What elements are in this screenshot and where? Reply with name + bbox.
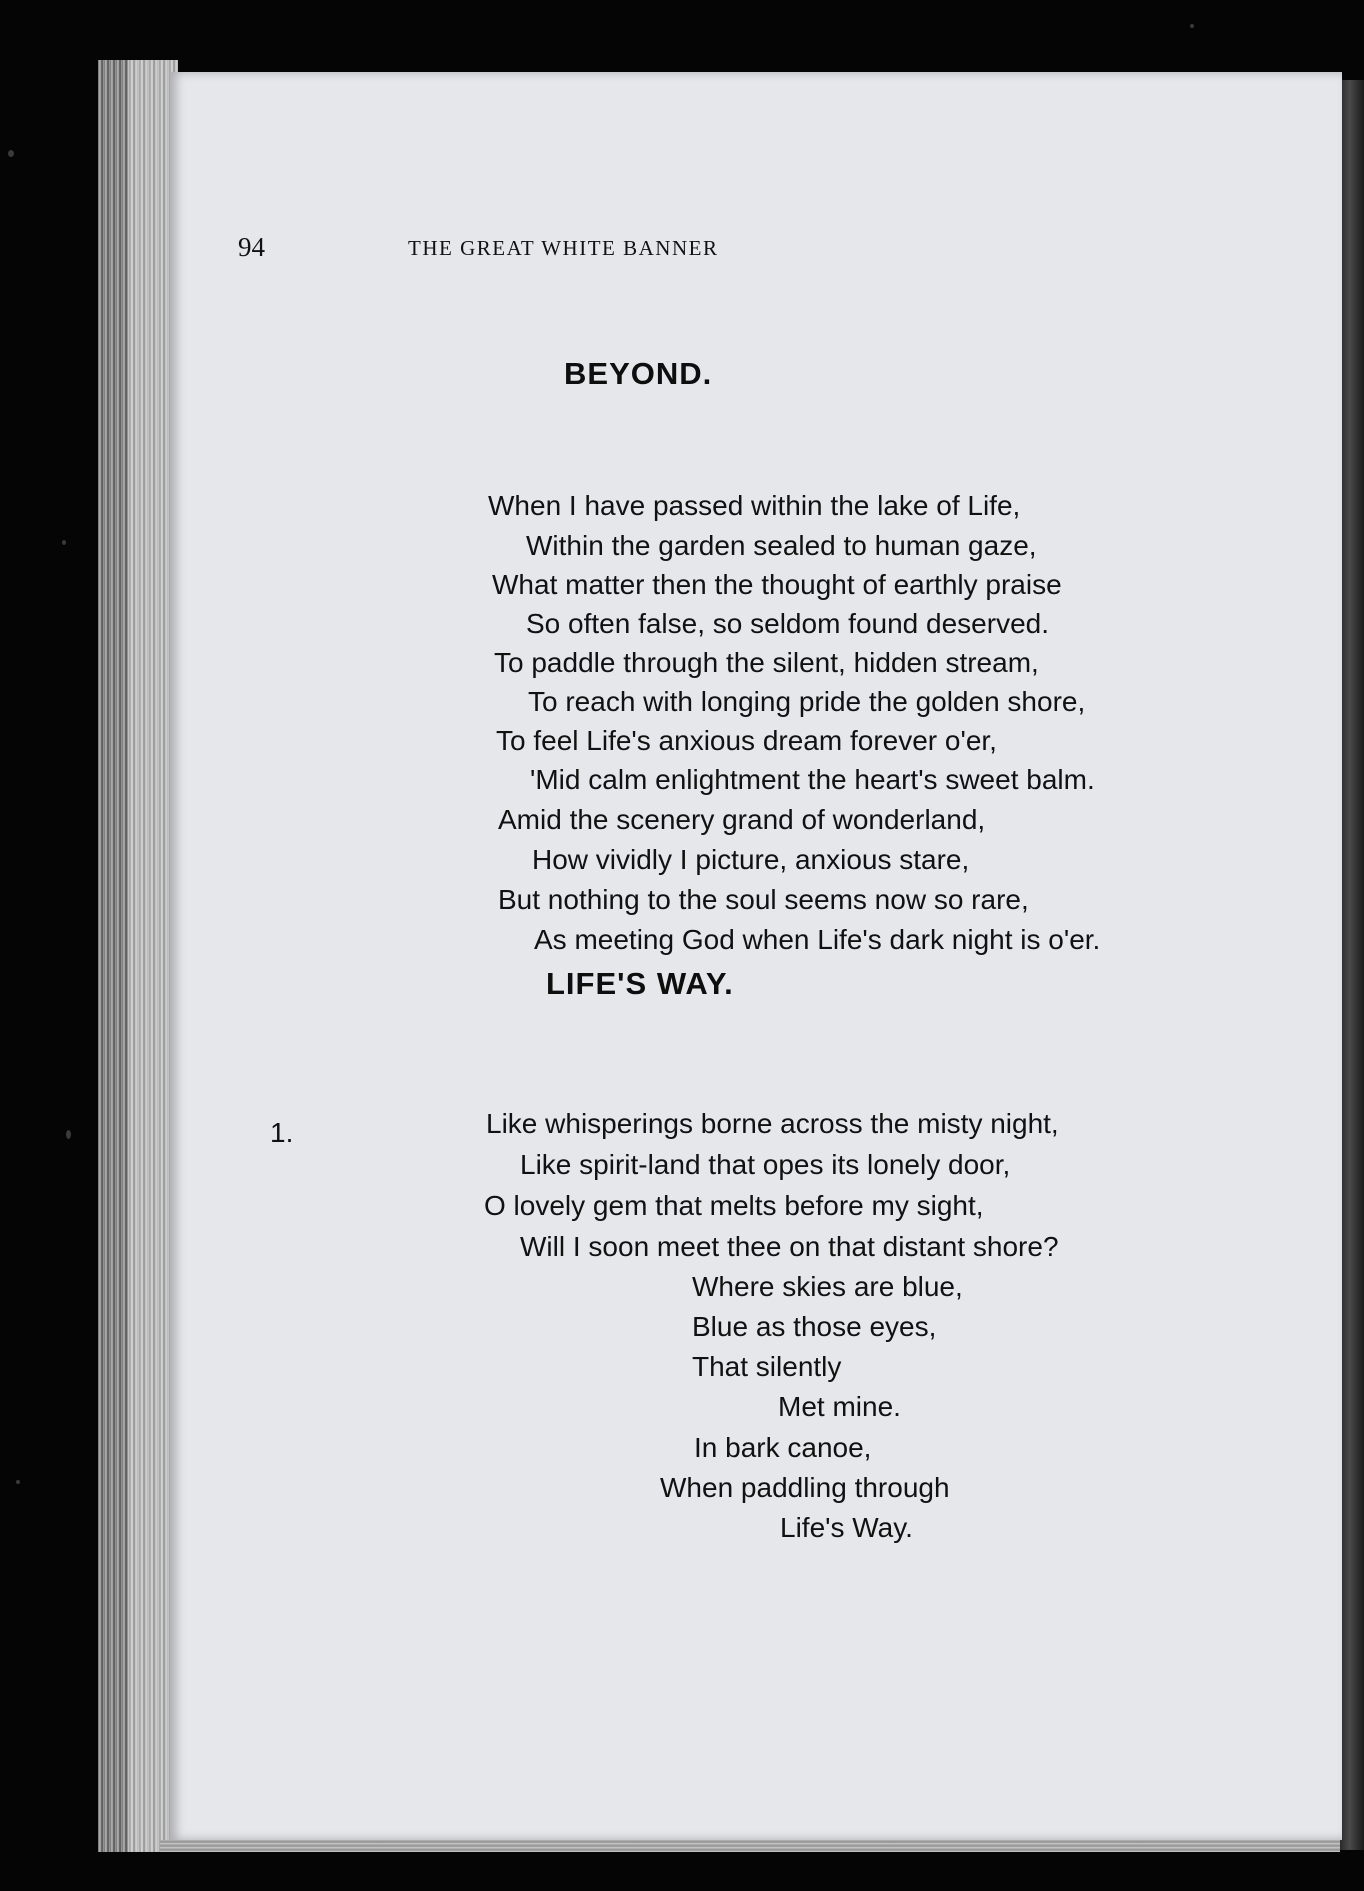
verse-line: Where skies are blue,: [692, 1271, 963, 1302]
verse-line: But nothing to the soul seems now so rare,: [498, 884, 1029, 915]
verse-line: To feel Life's anxious dream forever o'er,: [496, 725, 997, 756]
dust-speck: [62, 540, 66, 545]
verse-line: Blue as those eyes,: [692, 1311, 937, 1342]
verse-line: To paddle through the silent, hidden stream,: [494, 647, 1039, 678]
stanza-number: 1.: [270, 1117, 294, 1148]
verse-line: Like whisperings borne across the misty night,: [486, 1108, 1059, 1139]
running-head: [238, 232, 798, 272]
verse-line: That silently: [692, 1351, 842, 1382]
page-number: 94: [238, 232, 265, 262]
verse-line: Within the garden sealed to human gaze,: [526, 530, 1037, 561]
verse-line: Life's Way.: [780, 1512, 913, 1543]
verse-line: So often false, so seldom found deserved.: [526, 608, 1049, 639]
verse-line: Amid the scenery grand of wonderland,: [498, 804, 986, 835]
dust-speck: [66, 1130, 71, 1139]
poem-title-beyond: BEYOND.: [564, 356, 713, 391]
verse-line: Met mine.: [778, 1391, 901, 1422]
dust-speck: [8, 150, 14, 157]
verse-line: What matter then the thought of earthly praise: [492, 569, 1062, 600]
verse-line: To reach with longing pride the golden shore,: [528, 686, 1086, 717]
book-binding: [1340, 80, 1364, 1850]
page-bottom-edges: [160, 1840, 1340, 1852]
running-title: THE GREAT WHITE BANNER: [408, 236, 719, 260]
dust-speck: [1190, 24, 1194, 28]
verse-line: In bark canoe,: [694, 1432, 872, 1463]
verse-line: When I have passed within the lake of Life,: [488, 490, 1021, 521]
verse-line: How vividly I picture, anxious stare,: [532, 844, 970, 875]
verse-line: O lovely gem that melts before my sight,: [484, 1190, 984, 1221]
page-block-shadow: [98, 60, 128, 1852]
dust-speck: [16, 1480, 20, 1484]
verse-line: Like spirit-land that opes its lonely door,: [520, 1149, 1011, 1180]
poem-title-lifes-way: LIFE'S WAY.: [546, 966, 734, 1001]
printed-page: [170, 72, 1342, 1840]
verse-line: 'Mid calm enlightment the heart's sweet balm.: [530, 764, 1095, 795]
verse-line: When paddling through: [660, 1472, 950, 1503]
verse-line: Will I soon meet thee on that distant shore?: [520, 1231, 1059, 1262]
verse-line: As meeting God when Life's dark night is o'er.: [534, 924, 1101, 955]
